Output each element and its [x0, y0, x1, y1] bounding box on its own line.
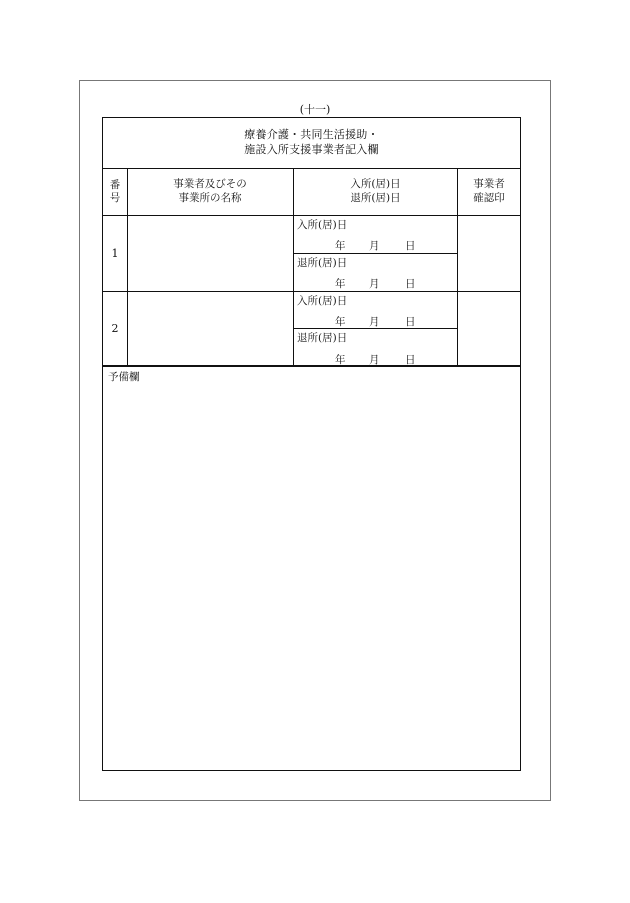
header-number: 番号 [103, 169, 127, 216]
row-number: 1 [111, 247, 119, 260]
divider [293, 169, 294, 366]
discharge-day[interactable]: 日 [405, 278, 416, 290]
discharge-day[interactable]: 日 [405, 354, 416, 366]
admission-day[interactable]: 日 [405, 240, 416, 252]
divider [127, 169, 128, 366]
page-number: (十一) [299, 103, 331, 116]
admission-year[interactable]: 年 [335, 240, 346, 252]
discharge-date-label: 退所(居)日 [297, 257, 348, 269]
discharge-month[interactable]: 月 [369, 278, 380, 290]
header-stamp: 事業者 確認印 [458, 169, 520, 216]
discharge-year[interactable]: 年 [335, 278, 346, 290]
form-title [103, 118, 520, 169]
discharge-month[interactable]: 月 [369, 354, 380, 366]
form-title-line2: 施設入所支援事業者記入欄 [244, 143, 379, 156]
remarks-label: 予備欄 [108, 371, 140, 383]
divider [103, 291, 520, 292]
admission-month[interactable]: 月 [369, 240, 380, 252]
header-name: 事業者及びその 事業所の名称 [127, 169, 293, 216]
admission-date-label: 入所(居)日 [297, 219, 348, 231]
divider [103, 365, 520, 367]
discharge-year[interactable]: 年 [335, 354, 346, 366]
discharge-date-label: 退所(居)日 [297, 332, 348, 344]
header-dates: 入所(居)日 退所(居)日 [293, 169, 458, 216]
admission-month[interactable]: 月 [369, 316, 380, 328]
form-title-line1: 療養介護・共同生活援助・ [244, 128, 379, 141]
divider [293, 253, 457, 254]
admission-year[interactable]: 年 [335, 316, 346, 328]
facility-form-table [102, 117, 521, 771]
admission-day[interactable]: 日 [405, 316, 416, 328]
row-number: 2 [111, 322, 119, 335]
admission-date-label: 入所(居)日 [297, 295, 348, 307]
divider [457, 169, 458, 366]
